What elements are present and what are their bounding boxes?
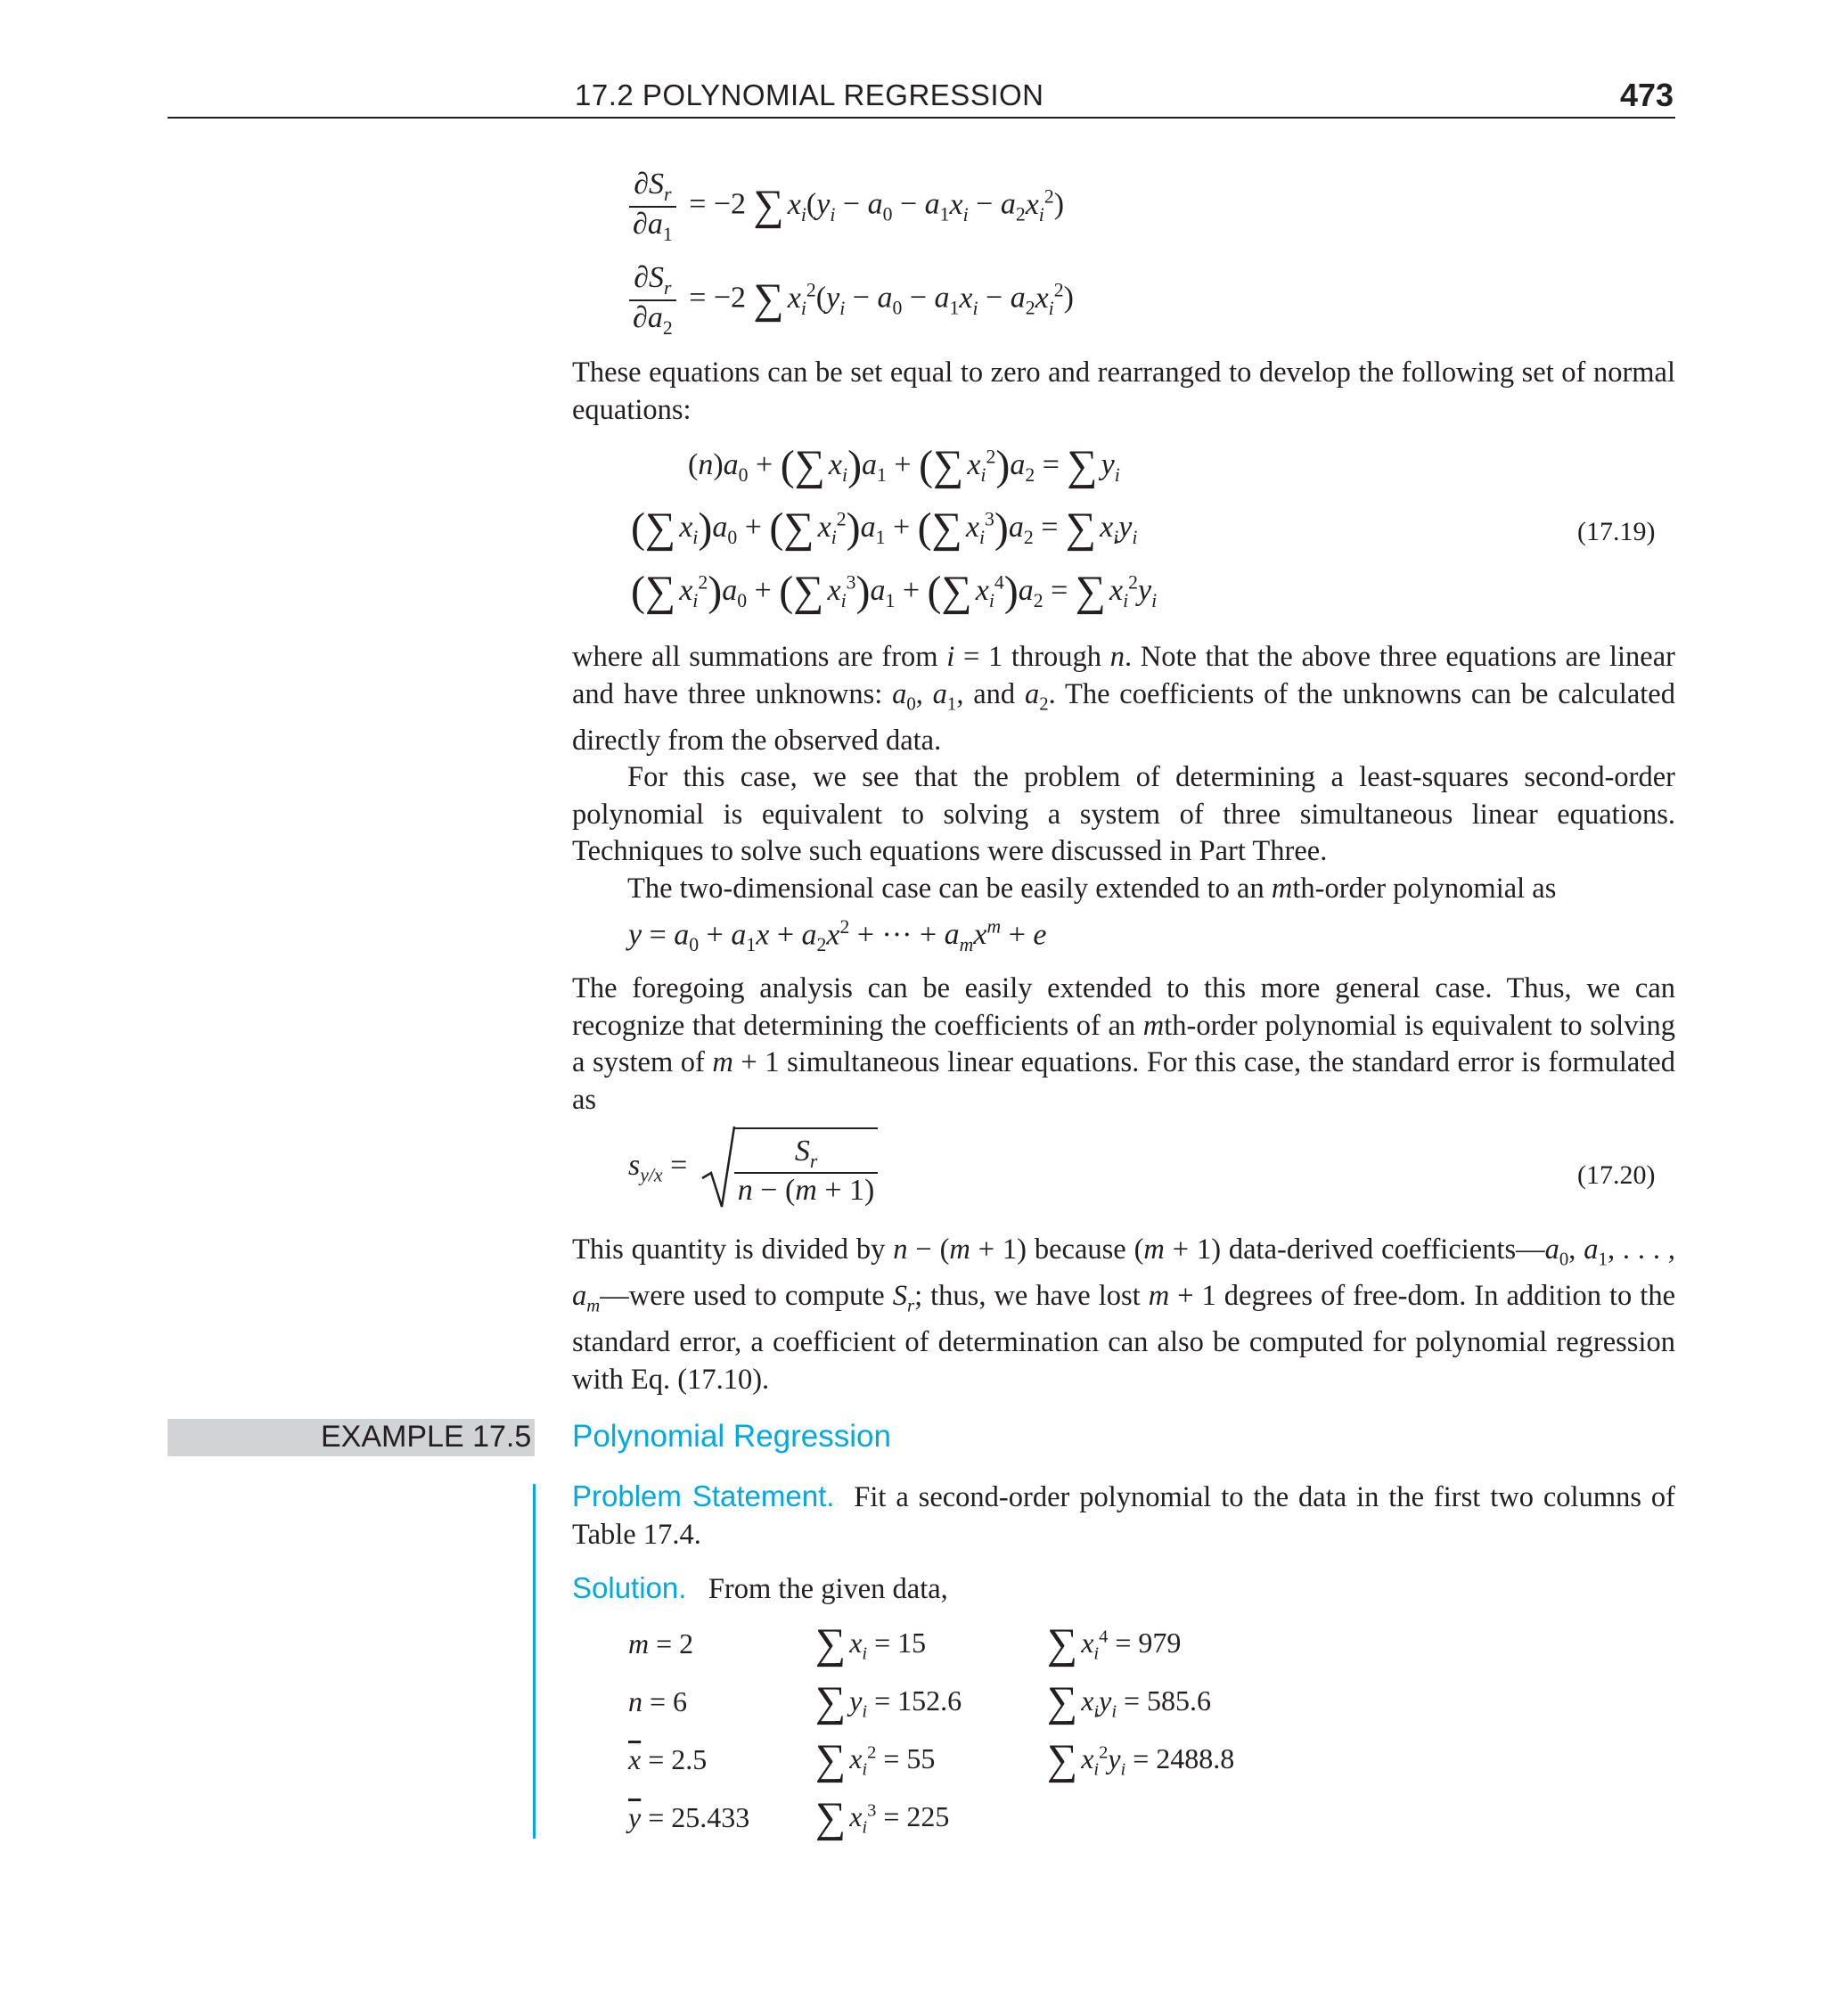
paragraph-mth-order: The two-dimensional case can be easily extended to an mth-order polynomial as	[627, 872, 1557, 905]
paragraph-text: . Note that the above three equations are linear and have three unknowns:	[572, 641, 1675, 710]
paragraph-text: because	[1027, 1233, 1134, 1266]
paragraph-normal-equations-intro	[572, 355, 1675, 429]
value-sum-xi3: 225	[906, 1800, 950, 1832]
paragraph-text: th-order polynomial is equivalent to solving a system of	[572, 1009, 1675, 1078]
value-sum-xi2: 55	[906, 1742, 936, 1774]
equation-number-17-19: (17.19)	[1577, 517, 1656, 546]
normal-equation-row-2: (∑ $x_i)a_0$ + (∑ $x_i^2)a_1$ + (∑ $x_i^3)a_2$ = ∑ $x_iy_i$	[631, 504, 1138, 552]
table-cell: ∑ $x_iy_i = 585.6$	[1047, 1678, 1212, 1725]
table-cell: ∑ $y_i = 152.6$	[815, 1678, 962, 1725]
value-sum-xiyi: 585.6	[1147, 1684, 1212, 1717]
table-cell: $\overline{x} = 2.5$	[628, 1743, 708, 1775]
value-y-bar: 25.433	[671, 1801, 750, 1833]
normal-equation-row-3: (∑ $x_i^2)a_0$ + (∑ $x_i^3)a_1$ + (∑ $x_i^4)a_2$ = ∑ $x_i^2y_i$	[631, 568, 1158, 615]
table-cell: ∑ $x_i^2 = 55$	[815, 1736, 936, 1783]
solution-text: From the given data,	[708, 1573, 948, 1605]
paragraph-text: degrees of free-dom. In addition to the standard error, a coefficient of determination can also be computed for polynomial regression with Eq. (17.10).	[572, 1280, 1675, 1396]
table-cell: ∑ $x_i^2y_i = 2488.8$	[1047, 1736, 1235, 1783]
table-row	[628, 1731, 1234, 1789]
running-header-section: 17.2 POLYNOMIAL REGRESSION	[575, 78, 1044, 111]
problem-statement-text: Fit a second-order polynomial to the data in the first two columns of Table 17.4.	[572, 1481, 1675, 1551]
paragraph-text: The two-dimensional case can be easily extended to an	[627, 872, 1272, 905]
paragraph-text: The foregoing analysis can be easily extended to this more general case. Thus, we can recognize that determining the coefficients of an	[572, 972, 1675, 1042]
equation-number-17-20: (17.20)	[1577, 1160, 1656, 1190]
paragraph-degrees-of-freedom: This quantity is divided by n − (m + 1) because (m + 1) data-derived $coefficients—a_0$, $a_1$, . . . , $a_m—were$ used to compute $S_r$; thus, we have lost m + 1 degrees of free-dom. In addition to the standard error, a coefficient of determination can also be computed for polynomial regression with Eq. (17.10).	[572, 1233, 1675, 1396]
example-label: EXAMPLE 17.5	[321, 1420, 532, 1454]
equation-dSr-da1: $\frac{\partial S_r}{\partial a_1}$ = −2 ∑ $x_i(y_i - a_0 - a_1x_i - a_2x_i^2)$	[624, 168, 1064, 246]
normal-equation-row-1: $(n)a_0$ + (∑ $x_i)a_1$ + (∑ $x_i^2)a_2$ = ∑ $y_i$	[688, 442, 1120, 489]
table-row	[628, 1673, 1234, 1731]
solution-heading: Solution.	[572, 1571, 687, 1604]
paragraph-text: —were used to compute	[600, 1280, 893, 1312]
equation-mth-order-polynomial: $y = a_0 + a_1x + a_2x^2$ + ··· + $a_mx^m + e$	[628, 916, 1047, 956]
table-cell: n = 6	[628, 1685, 688, 1717]
table-cell: $\overline{y} = 25.433$	[628, 1801, 750, 1833]
table-cell: ∑ $x_i^4 = 979$	[1047, 1620, 1182, 1668]
example-solution	[572, 1569, 1675, 1609]
paragraph-text: through	[1003, 641, 1110, 673]
paragraph-text: These equations can be set equal to zero and rearranged to develop the following set of normal equations:	[572, 356, 1675, 426]
table-cell: m = 2	[628, 1627, 694, 1660]
value-n: 6	[673, 1685, 688, 1717]
table-cell	[1047, 1789, 1234, 1847]
header-rule	[168, 117, 1675, 119]
table-cell: ∑ $x_i = 15$	[815, 1620, 927, 1668]
paragraph-general-case: The foregoing analysis can be easily extended to this more general case. Thus, we can recognize that determining the coefficients of an mth-order polynomial is equivalent to solving a system of m + 1 simultaneous linear equations. For this case, the standard error is formulated as	[572, 972, 1675, 1116]
equation-dSr-da2: $\frac{\partial S_r}{\partial a_2}$ = −2 ∑ $x_i^2(y_i - a_0 - a_1x_i - a_2x_i^2)$	[624, 261, 1074, 340]
value-x-bar: 2.5	[671, 1743, 708, 1775]
example-side-rule	[533, 1484, 536, 1839]
summation-values-table	[628, 1615, 1234, 1847]
table-row	[628, 1789, 1234, 1847]
paragraph-block-summation	[572, 639, 1675, 907]
paragraph-text: This quantity is divided by	[572, 1233, 894, 1266]
problem-statement-heading: Problem Statement.	[572, 1479, 835, 1512]
value-sum-xi: 15	[897, 1627, 927, 1659]
page-number: 473	[1620, 77, 1674, 113]
paragraph-text: . The coefficients of the unknowns can be calculated directly from the observed data.	[572, 677, 1675, 757]
equation-standard-error: $s_{y/x}$ = $\frac{S_r}{n - (m + 1)}$	[628, 1125, 883, 1210]
paragraph-summation: where all summations are from i = 1 through n. Note that the above three equations are linear and have three unknowns: $a_0$, $a_1$, and $a_2$. The coefficients of the unknowns can be calculated directly from the observed data.	[572, 641, 1675, 757]
paragraph-text: ; thus, we have lost	[914, 1280, 1149, 1312]
paragraph-text: th-order polynomial as	[1292, 872, 1557, 905]
table-cell: ∑ $x_i^3 = 225$	[815, 1794, 950, 1841]
paragraph-text: where all summations are from	[572, 641, 947, 673]
value-sum-xi4: 979	[1138, 1627, 1182, 1659]
paragraph-text: data-derived coefficients—	[1221, 1233, 1545, 1266]
value-m: 2	[679, 1627, 694, 1660]
square-root-sign	[700, 1125, 736, 1210]
table-row	[628, 1615, 1234, 1673]
example-title: Polynomial Regression	[572, 1419, 891, 1454]
paragraph-least-squares: For this case, we see that the problem of determining a least-squares second-order polynomial is equivalent to solving a system of three simultaneous linear equations. Techniques to solve such equations were discussed in Part Three.	[572, 761, 1675, 867]
value-sum-yi: 152.6	[897, 1684, 962, 1717]
paragraph-text: simultaneous linear equations. For this case, the standard error is formulated as	[572, 1046, 1675, 1116]
value-sum-xi2yi: 2488.8	[1156, 1742, 1235, 1774]
example-problem-statement	[572, 1478, 1675, 1553]
